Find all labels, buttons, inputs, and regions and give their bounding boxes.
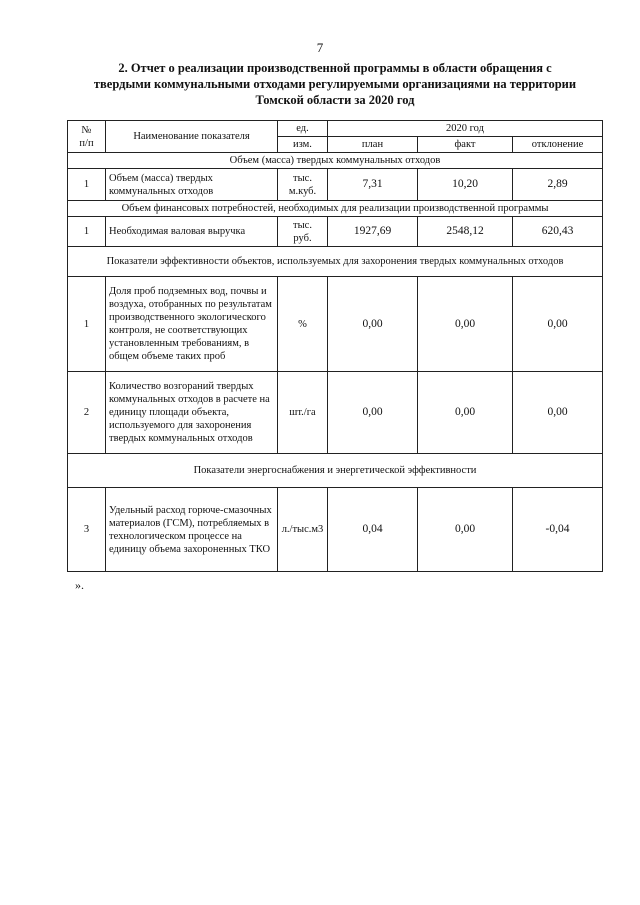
report-table — [67, 120, 603, 572]
header-row — [68, 121, 603, 137]
row-deviation: 0,00 — [513, 372, 603, 454]
row-name: Доля проб подземных вод, почвы и воздуха, отобранных по результатам производственного экологического контроля, не соответствующих установленным требованиям, в общем объеме таких проб — [106, 277, 278, 372]
table-row — [68, 169, 603, 201]
header-deviation: отклонение — [513, 137, 603, 153]
row-plan: 0,04 — [328, 488, 418, 572]
table-row — [68, 372, 603, 454]
heading-line-1: 2. Отчет о реализации производственной программы в области обращения с — [118, 61, 552, 75]
header-number: № п/п — [68, 121, 106, 153]
header-plan: план — [328, 137, 418, 153]
section-efficiency: Показатели эффективности объектов, используемых для захоронения твердых коммунальных отходов — [68, 247, 603, 277]
header-name: Наименование показателя — [106, 121, 278, 153]
row-fact: 10,20 — [418, 169, 513, 201]
row-number: 3 — [68, 488, 106, 572]
row-plan: 0,00 — [328, 277, 418, 372]
table-row — [68, 217, 603, 247]
section-energy: Показатели энергоснабжения и энергетической эффективности — [68, 454, 603, 488]
row-name: Количество возгораний твердых коммунальных отходов в расчете на единицу площади объекта, используемого для захоронения твердых коммунальных отходов — [106, 372, 278, 454]
header-unit-2: изм. — [278, 137, 328, 153]
table-row — [68, 277, 603, 372]
row-name: Объем (масса) твердых коммунальных отходов — [106, 169, 278, 201]
table-row — [68, 488, 603, 572]
row-number: 1 — [68, 277, 106, 372]
header-fact: факт — [418, 137, 513, 153]
row-number: 1 — [68, 217, 106, 247]
section-row — [68, 247, 603, 277]
row-plan: 0,00 — [328, 372, 418, 454]
row-name: Необходимая валовая выручка — [106, 217, 278, 247]
section-finance: Объем финансовых потребностей, необходимых для реализации производственной программы — [68, 201, 603, 217]
report-heading — [70, 60, 600, 108]
row-deviation: 620,43 — [513, 217, 603, 247]
page-number: 7 — [316, 40, 324, 55]
row-number: 2 — [68, 372, 106, 454]
row-fact: 0,00 — [418, 372, 513, 454]
row-number: 1 — [68, 169, 106, 201]
header-unit-1: ед. — [278, 121, 328, 137]
section-row — [68, 153, 603, 169]
row-fact: 0,00 — [418, 277, 513, 372]
heading-line-2: твердыми коммунальными отходами регулируемыми организациями на территории — [93, 77, 577, 91]
row-unit: тыс. руб. — [278, 217, 328, 247]
heading-line-3: Томской области за 2020 год — [255, 93, 415, 107]
row-unit: шт./га — [278, 372, 328, 454]
row-fact: 2548,12 — [418, 217, 513, 247]
section-row — [68, 454, 603, 488]
section-volume: Объем (масса) твердых коммунальных отходов — [68, 153, 603, 169]
row-fact: 0,00 — [418, 488, 513, 572]
row-plan: 1927,69 — [328, 217, 418, 247]
row-deviation: -0,04 — [513, 488, 603, 572]
row-unit: % — [278, 277, 328, 372]
row-deviation: 0,00 — [513, 277, 603, 372]
row-plan: 7,31 — [328, 169, 418, 201]
section-row — [68, 201, 603, 217]
row-unit: л./тыс.м3 — [278, 488, 328, 572]
closing-quote: ». — [75, 578, 84, 592]
header-year: 2020 год — [328, 121, 603, 137]
row-unit: тыс. м.куб. — [278, 169, 328, 201]
row-deviation: 2,89 — [513, 169, 603, 201]
row-name: Удельный расход горюче-смазочных материалов (ГСМ), потребляемых в технологическом процессе на единицу объема захороненных ТКО — [106, 488, 278, 572]
